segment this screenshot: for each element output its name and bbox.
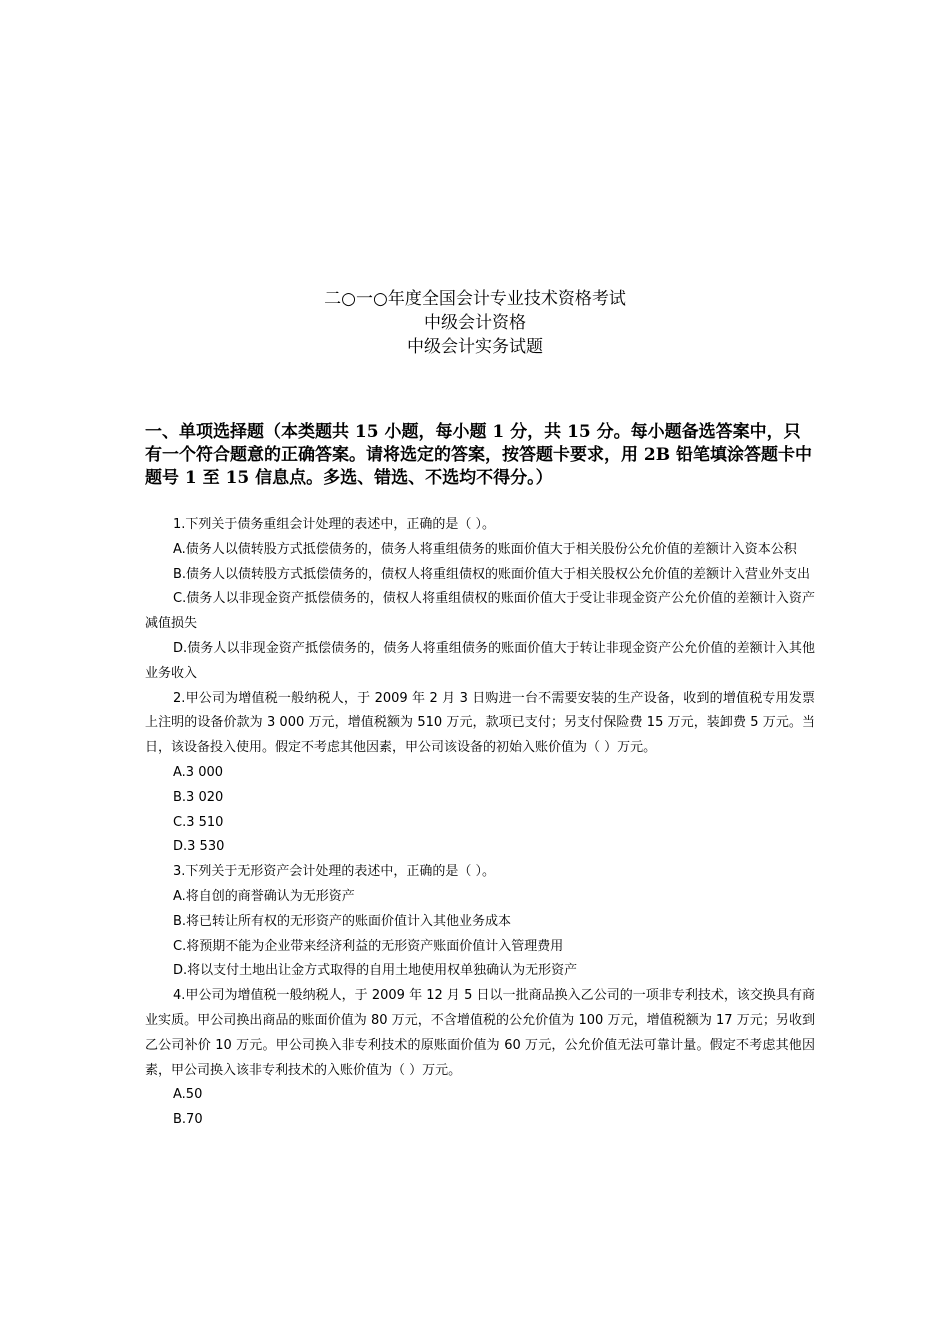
question-3-option-b: B.将已转让所有权的无形资产的账面价值计入其他业务成本 <box>173 913 512 929</box>
question-2-stem: 2.甲公司为增值税一般纳税人，于 2009 年 2 月 3 日购进一台不需要安装的生产设备，收到的增值税专用发票上注明的设备价款为 3 000 万元，增值税额为 510 万元，款项已支付；另支付保险费 15 万元，装卸费 5 万元。当日，该设备投入使用。假定不考虑其他因素，甲公司该设备的初始入账价值为（ ）万元。 <box>145 690 815 756</box>
question-2-option-d: D.3 530 <box>173 839 225 855</box>
question-1-option-c: C.债务人以非现金资产抵偿债务的，债权人将重组债权的账面价值大于受让非现金资产公允价值的差额计入资产减值损失 <box>145 591 815 632</box>
question-4-option-a: A.50 <box>173 1087 203 1103</box>
question-1-option-b: B.债务人以债转股方式抵偿债务的，债权人将重组债权的账面价值大于相关股权公允价值的差额计入营业外支出 <box>173 566 811 582</box>
question-3-stem: 3.下列关于无形资产会计处理的表述中，正确的是（ ）。 <box>173 864 496 880</box>
question-1-stem: 1.下列关于债务重组会计处理的表述中，正确的是（ ）。 <box>173 517 496 532</box>
document-title <box>0 287 950 359</box>
question-3-option-c: C.将预期不能为企业带来经济利益的无形资产账面价值计入管理费用 <box>173 938 564 954</box>
question-1-option-a: A.债务人以债转股方式抵偿债务的，债务人将重组债务的账面价值大于相关股份公允价值的差额计入资本公积 <box>173 541 797 557</box>
question-2-option-a: A.3 000 <box>173 764 224 780</box>
question-2-option-c: C.3 510 <box>173 814 224 830</box>
question-list <box>145 513 815 1133</box>
question-4-stem: 4.甲公司为增值税一般纳税人，于 2009 年 12 月 5 日以一批商品换入乙公司的一项非专利技术，该交换具有商业实质。甲公司换出商品的账面价值为 80 万元，不含增值税的公允价值为 100 万元，增值税额为 17 万元；另收到乙公司补价 10 万元。甲公司换入非专利技术的原账面价值为 60 万元，公允价值无法可靠计量。假定不考虑其他因素，甲公司换入该非专利技术的入账价值为（ ）万元。 <box>145 988 815 1078</box>
exam-level: 中级会计资格 <box>424 313 526 333</box>
question-1-option-d: D.债务人以非现金资产抵偿债务的，债务人将重组债务的账面价值大于转让非现金资产公允价值的差额计入其他业务收入 <box>145 640 815 681</box>
question-2-option-b: B.3 020 <box>173 789 224 805</box>
question-3-option-d: D.将以支付土地出让金方式取得的自用土地使用权单独确认为无形资产 <box>173 963 578 979</box>
section-heading: 一、单项选择题（本类题共 15 小题，每小题 1 分，共 15 分。每小题备选答案中，只有一个符合题意的正确答案。请将选定的答案，按答题卡要求，用 2B 铅笔填涂答题卡中题号 1 至 15 信息点。多选、错选、不选均不得分。） <box>145 422 813 488</box>
exam-subject: 中级会计实务试题 <box>407 337 543 357</box>
question-4-option-b: B.70 <box>173 1112 203 1128</box>
exam-title: 二○一○年度全国会计专业技术资格考试 <box>324 289 626 309</box>
question-3-option-a: A.将自创的商誉确认为无形资产 <box>173 888 355 904</box>
